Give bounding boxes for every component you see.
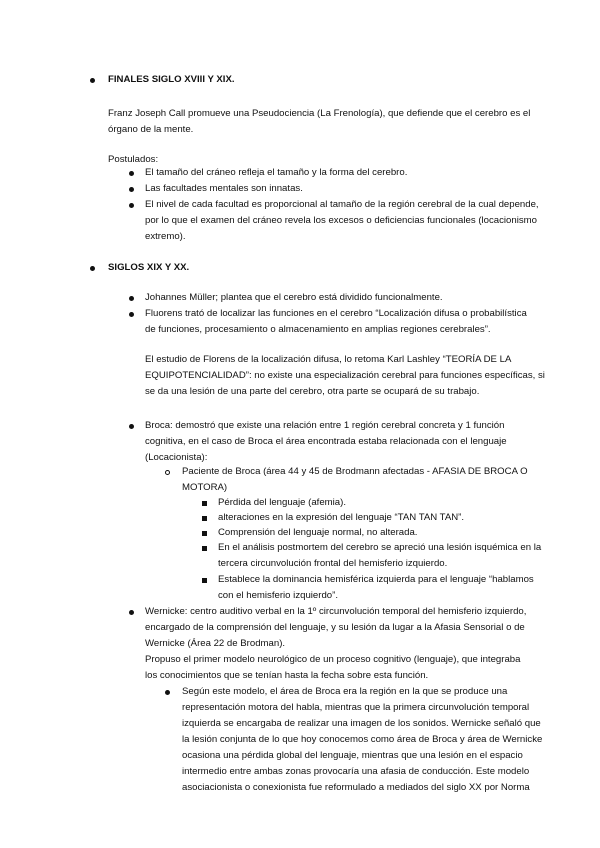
subsub-item: Pérdida del lenguaje (afemia). xyxy=(218,497,346,508)
list-item: Johannes Müller; plantea que el cerebro está dividido funcionalmente. xyxy=(145,292,443,303)
subsub-square xyxy=(202,546,207,551)
list-item-cont: los conocimientos que se tenían hasta la fecha sobre esta función. xyxy=(145,670,429,681)
list-item-cont: Wernicke (Área 22 de Brodman). xyxy=(145,638,286,649)
list-item-cont: encargado de la comprensión del lenguaje, y su lesión da lugar a la Afasia Sensorial o de xyxy=(145,622,525,633)
list-item-cont: (Locacionista): xyxy=(145,452,208,463)
list-item-cont: por lo que el examen del cráneo revela los excesos o deficiencias funcionales (locacionismo xyxy=(145,215,537,226)
sublist-item-cont: representación motora del habla, mientras que la primera circunvolución temporal xyxy=(182,702,530,713)
subsub-item: Establece la dominancia hemisférica izquierda para el lenguaje “hablamos xyxy=(218,574,534,585)
list-bullet xyxy=(129,171,134,176)
list-item: Broca: demostró que existe una relación entre 1 región cerebral concreta y 1 función xyxy=(145,420,505,431)
sublist-bullet xyxy=(165,690,170,695)
list-bullet xyxy=(129,187,134,192)
subsub-item: Comprensión del lenguaje normal, no alterada. xyxy=(218,527,418,538)
paragraph-line: Franz Joseph Call promueve una Pseudociencia (La Frenología), que defiende que el cerebro es el xyxy=(108,108,531,119)
section-heading-2: SIGLOS XIX Y XX. xyxy=(108,262,190,273)
subsub-item-cont: tercera circunvolución frontal del hemisferio izquierdo. xyxy=(218,558,448,569)
sublist-item-cont: asociacionista o conexionista fue reformulado a mediados del siglo XX por Norma xyxy=(182,782,530,793)
list-bullet xyxy=(129,296,134,301)
subsub-item: En el análisis postmortem del cerebro se apreció una lesión isquémica en la xyxy=(218,542,542,553)
subsub-item: alteraciones en la expresión del lenguaje “TAN TAN TAN”. xyxy=(218,512,465,523)
section-bullet xyxy=(90,266,95,271)
paragraph-line: EQUIPOTENCIALIDAD”: no existe una especialización cerebral para funciones específicas, si xyxy=(145,370,545,381)
paragraph-line: órgano de la mente. xyxy=(108,124,194,135)
section-heading-1: FINALES SIGLO XVIII Y XIX. xyxy=(108,74,235,85)
list-item: El tamaño del cráneo refleja el tamaño y la forma del cerebro. xyxy=(145,167,408,178)
subsub-square xyxy=(202,531,207,536)
list-item-cont: de funciones, procesamiento o almacenamiento en amplias regiones cerebrales”. xyxy=(145,324,491,335)
sublist-item: Según este modelo, el área de Broca era la región en la que se produce una xyxy=(182,686,508,697)
list-bullet xyxy=(129,610,134,615)
subsub-square xyxy=(202,516,207,521)
subsub-item-cont: con el hemisferio izquierdo”. xyxy=(218,590,338,601)
sublist-item-cont: izquierda se encargaba de realizar una imagen de los sonidos. Wernicke señaló que xyxy=(182,718,541,729)
list-item-cont: cognitiva, en el caso de Broca el área encontrada estaba relacionada con el lenguaje xyxy=(145,436,507,447)
list-item-cont: extremo). xyxy=(145,231,186,242)
list-bullet xyxy=(129,312,134,317)
list-bullet xyxy=(129,424,134,429)
list-item: El nivel de cada facultad es proporcional al tamaño de la región cerebral de la cual depende, xyxy=(145,199,539,210)
sublist-item-cont: ocasiona una pérdida global del lenguaje, mientras que una lesión en el espacio xyxy=(182,750,523,761)
subsub-square xyxy=(202,578,207,583)
sublist-item-cont: MOTORA) xyxy=(182,482,228,493)
sublist-circle xyxy=(165,470,170,475)
paragraph-line: El estudio de Florens de la localización difusa, lo retoma Karl Lashley “TEORÍA DE LA xyxy=(145,354,512,365)
list-item: Las facultades mentales son innatas. xyxy=(145,183,303,194)
list-bullet xyxy=(129,203,134,208)
paragraph-line: se da una lesión de una parte del cerebro, otra parte se ocupará de su trabajo. xyxy=(145,386,480,397)
list-item: Wernicke: centro auditivo verbal en la 1º circunvolución temporal del hemisferio izquierdo, xyxy=(145,606,527,617)
subsub-square xyxy=(202,501,207,506)
sublist-item: Paciente de Broca (área 44 y 45 de Brodmann afectadas - AFASIA DE BROCA O xyxy=(182,466,528,477)
list-item: Fluorens trató de localizar las funciones en el cerebro “Localización difusa o probabilística xyxy=(145,308,527,319)
list-item-cont: Propuso el primer modelo neurológico de un proceso cognitivo (lenguaje), que integraba xyxy=(145,654,521,665)
sublist-item-cont: intermedio entre ambas zonas provocaría una afasia de conducción. Este modelo xyxy=(182,766,530,777)
sublist-item-cont: la lesión conjunta de lo que hoy conocemos como área de Broca y área de Wernicke xyxy=(182,734,543,745)
section-bullet xyxy=(90,78,95,83)
postulados-label: Postulados: xyxy=(108,154,159,165)
